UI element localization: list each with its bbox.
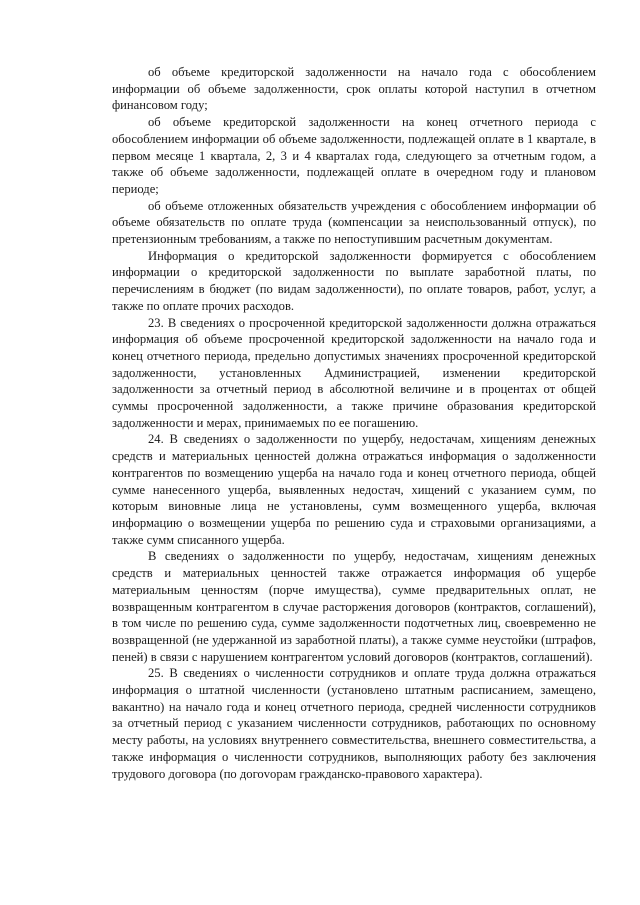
paragraph-deferred-obligations: об объеме отложенных обязательств учреждения с обособлением информации об объеме обязательств по оплате труда (компенсации за неиспользованный отпуск), по претензионным требованиям, а также по непоступившим расчетным документам. — [112, 198, 596, 247]
paragraph-item-25: 25. В сведениях о численности сотрудников и оплате труда должна отражаться информация о штатной численности (установлено штатным расписанием, замещено, вакантно) на начало года и конец отчетного периода, средней численности сотрудников за отчетный период с указанием численности сотрудников, работающих по основному месту работы, на условиях внутреннего совместительства, внешнего совместительства, а также информация о численности сотрудников, выполняющих работу без заключения трудового договора (по догоvорам гражданско-правового характера). — [112, 666, 596, 781]
paragraph-item-23: 23. В сведениях о просроченной кредиторской задолженности должна отражаться информация об объеме просроченной кредиторской задолженности на начало года и конец отчетного периода, предельно допустимых значениях просроченной кредиторской задолженности, установленных Администрацией, изменении кредиторской задолженности за отчетный период в абсолютной величине и в процентах от общей суммы просроченной задолженности, а также причине образования кредиторской задолженности и мерах, принимаемых по ее погашению. — [112, 315, 596, 430]
paragraph-creditor-debt-start: об объеме кредиторской задолженности на начало года с обособлением информации об объеме задолженности, срок оплаты которой наступил в отчетном финансовом году; — [112, 65, 596, 113]
paragraph-creditor-info: Информация о кредиторской задолженности формируется с обособлением информации о кредиторской задолженности по выплате заработной платы, по перечислениям в бюджет (по видам задолженности), по оплате товаров, работ, услуг, а также по оплате прочих расходов. — [112, 248, 596, 313]
paragraph-damage-info: В сведениях о задолженности по ущербу, недостачам, хищениям денежных средств и материальных ценностей также отражается информация об ущербе материальным ценностям (порче имущества), сумме предварительных оплат, не возвращенным контрагентом в случае расторжения договоров (контрактов, соглашений), в том числе по решению суда, сумме задолженности подотчетных лиц, своевременно не возвращенной (не удержанной из заработной платы), а также сумме неустойки (штрафов, пеней) в связи с нарушением контрагентом условий договоров (контрактов, соглашений). — [112, 549, 596, 664]
paragraph-item-24: 24. В сведениях о задолженности по ущербу, недостачам, хищениям денежных средств и материальных ценностей должна отражаться информация о задолженности контрагентов по возмещению ущерба на начало года и конец отчетного периода, общей сумме нанесенного ущерба, выявленных недостач, хищений с указанием сумм, по которым виновные лица не установлены, сумм возмещенного ущерба, включая информацию о возмещении ущерба по решению суда и страховыми организациями, а также сумм списанного ущерба. — [112, 432, 596, 547]
paragraph-creditor-debt-end: об объеме кредиторской задолженности на конец отчетного периода с обособлением информации об объеме задолженности, подлежащей оплате в 1 квартале, в первом месяце 1 квартала, 2, 3 и 4 кварталах года, следующего за отчетным годом, а также об объеме задолженности, подлежащей оплате в очередном году и плановом периоде; — [112, 115, 596, 196]
document-page — [112, 64, 596, 782]
